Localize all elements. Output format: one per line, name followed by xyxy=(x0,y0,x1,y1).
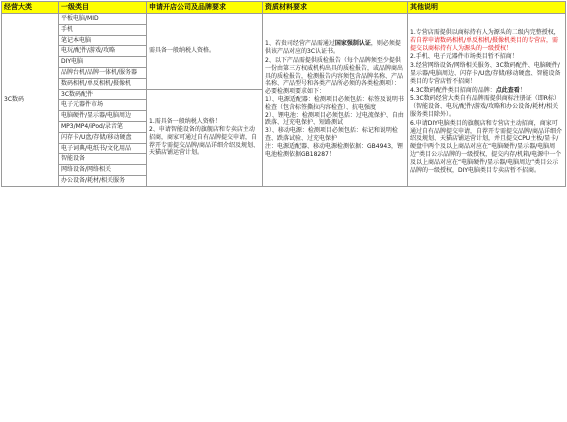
header-primary-category: 一级类目 xyxy=(59,2,147,14)
qual-text-rest: 2、以下产品需提供质检报告（每个品牌须至少提供一份由第三方权威机构出具的质检报告，或品牌商出具的质检报告，检测报告内容须包含品牌名称、产品名称、产品型号和各类产品所必须的各类检测项）：必要检测项要求如下： 1）、电源适配器：检测项目必须包括：标签及说明书检查（包含标签撕拉内容检查）、抗电强度 2）、锂电池：检测项目必须包括：过电流保护、自由跌落、过充电保护、短路测试 3）、移动电源：检测项目必须包括：标记和说明检查、跌落试验、过充电保护 注：电源适配器、移动电源检测依据：GB4943，锂电池检测依据GB18287！ xyxy=(265,57,404,158)
header-row xyxy=(2,2,566,14)
sub-category-cell: 智能设备 xyxy=(59,154,147,165)
company-req-cell-2: 1.需具备一般纳税人资格！ 2、申请智能设备的旗舰店和专卖店主动招商，商家可通过自有品牌提交申请，自荐开专需提交品牌/商品详细介绍及规划、天猫店铺运营计划。 xyxy=(147,89,263,186)
qual-text-c: ，则必须提供该产品对应的3C认证书。 xyxy=(265,40,401,56)
note-2: 2.手机、电子元器件市场类目暂不招商！ xyxy=(410,53,518,61)
sub-category-cell: MP3/MP4/iPod/录音笔 xyxy=(59,122,147,133)
company-req-cell-1: 需具备一般纳税人资格。 xyxy=(147,14,263,90)
sub-category-cell: 数码相机/单反相机/摄像机 xyxy=(59,78,147,89)
sub-category-cell: 电玩/配件/游戏/攻略 xyxy=(59,46,147,57)
note-3: 3.经营网络设备/网络相关服务、3C数码配件、电脑硬件/显示器/电脑周边、闪存卡/U盘/存储/移动硬盘、智能设备类目的专营店暂不招商！ xyxy=(410,62,561,85)
note-4a: 4.3C数码配件类目招商的品牌： xyxy=(410,86,496,94)
sub-category-cell: 电子词典/电纸书/文化用品 xyxy=(59,143,147,154)
note-4c: ！ xyxy=(519,86,526,94)
note-5: 5.3C数码经营大类自有品牌需提供商标注册证（即R标）（智能设备、电玩/配件/游戏/攻略和办公设备/耗材/相关服务类目除外）。 xyxy=(410,95,560,119)
qual-text-ccc: 国家强制认证 xyxy=(334,40,371,48)
sub-category-cell: DIY电脑 xyxy=(59,57,147,68)
header-company-brand-req: 申请开店公司及品牌要求 xyxy=(147,2,263,14)
sub-category-cell: 笔记本电脑 xyxy=(59,35,147,46)
sub-category-cell: 办公设备/耗材/相关服务 xyxy=(59,176,147,187)
sub-category-cell: 闪存卡/U盘/存储/移动硬盘 xyxy=(59,132,147,143)
sub-category-cell: 网络设备/网络相关 xyxy=(59,165,147,176)
header-other-notes: 其他说明 xyxy=(408,2,566,14)
qualification-req-cell xyxy=(263,14,408,187)
brand-list-link[interactable]: 点此查看 xyxy=(495,86,520,94)
sub-category-cell: 平板电脑/MID xyxy=(59,14,147,25)
table-row xyxy=(2,14,566,25)
main-category-cell: 3C数码 xyxy=(2,14,59,187)
sub-category-cell: 电脑硬件/显示器/电脑周边 xyxy=(59,111,147,122)
sub-category-cell: 品牌台机/品牌一体机/服务器 xyxy=(59,68,147,79)
note-1b: 若自荐申请数码相机/单反相机/摄像机类目的专营店，需提交以商标持有人为源头的一级授权！ xyxy=(410,36,559,52)
merchant-requirements-table xyxy=(1,1,566,187)
sub-category-cell: 电子元器件市场 xyxy=(59,100,147,111)
note-6: 6.申请DIY电脑类目的旗舰店和专营店主动招商，商家可通过自有品牌提交申请，自荐开专需提交品牌/商品详细介绍及规划、天猫店铺运营计划，并且提交CPU主板/显卡/硬盘中两个及以上商品对应在“电脑硬件/显示器/电脑周边”类目公示品牌的一级授权，提交内存/机箱/电源中一个及以上商品对应在“电脑硬件/显示器/电脑周边”类目公示品牌的一级授权，DIY电脑类目专卖店暂不招商。 xyxy=(410,119,563,174)
header-business-category: 经营大类 xyxy=(2,2,59,14)
sub-category-cell: 3C数码配件 xyxy=(59,89,147,100)
header-qualification-req: 资质材料要求 xyxy=(263,2,408,14)
qual-text-a: 1、若贵司经营产品需通过 xyxy=(265,40,335,48)
other-notes-cell xyxy=(408,14,566,187)
note-1a: 1.专营店需提供以商标持有人为源头的二级内完整授权， xyxy=(410,29,560,37)
sub-category-cell: 手机 xyxy=(59,24,147,35)
